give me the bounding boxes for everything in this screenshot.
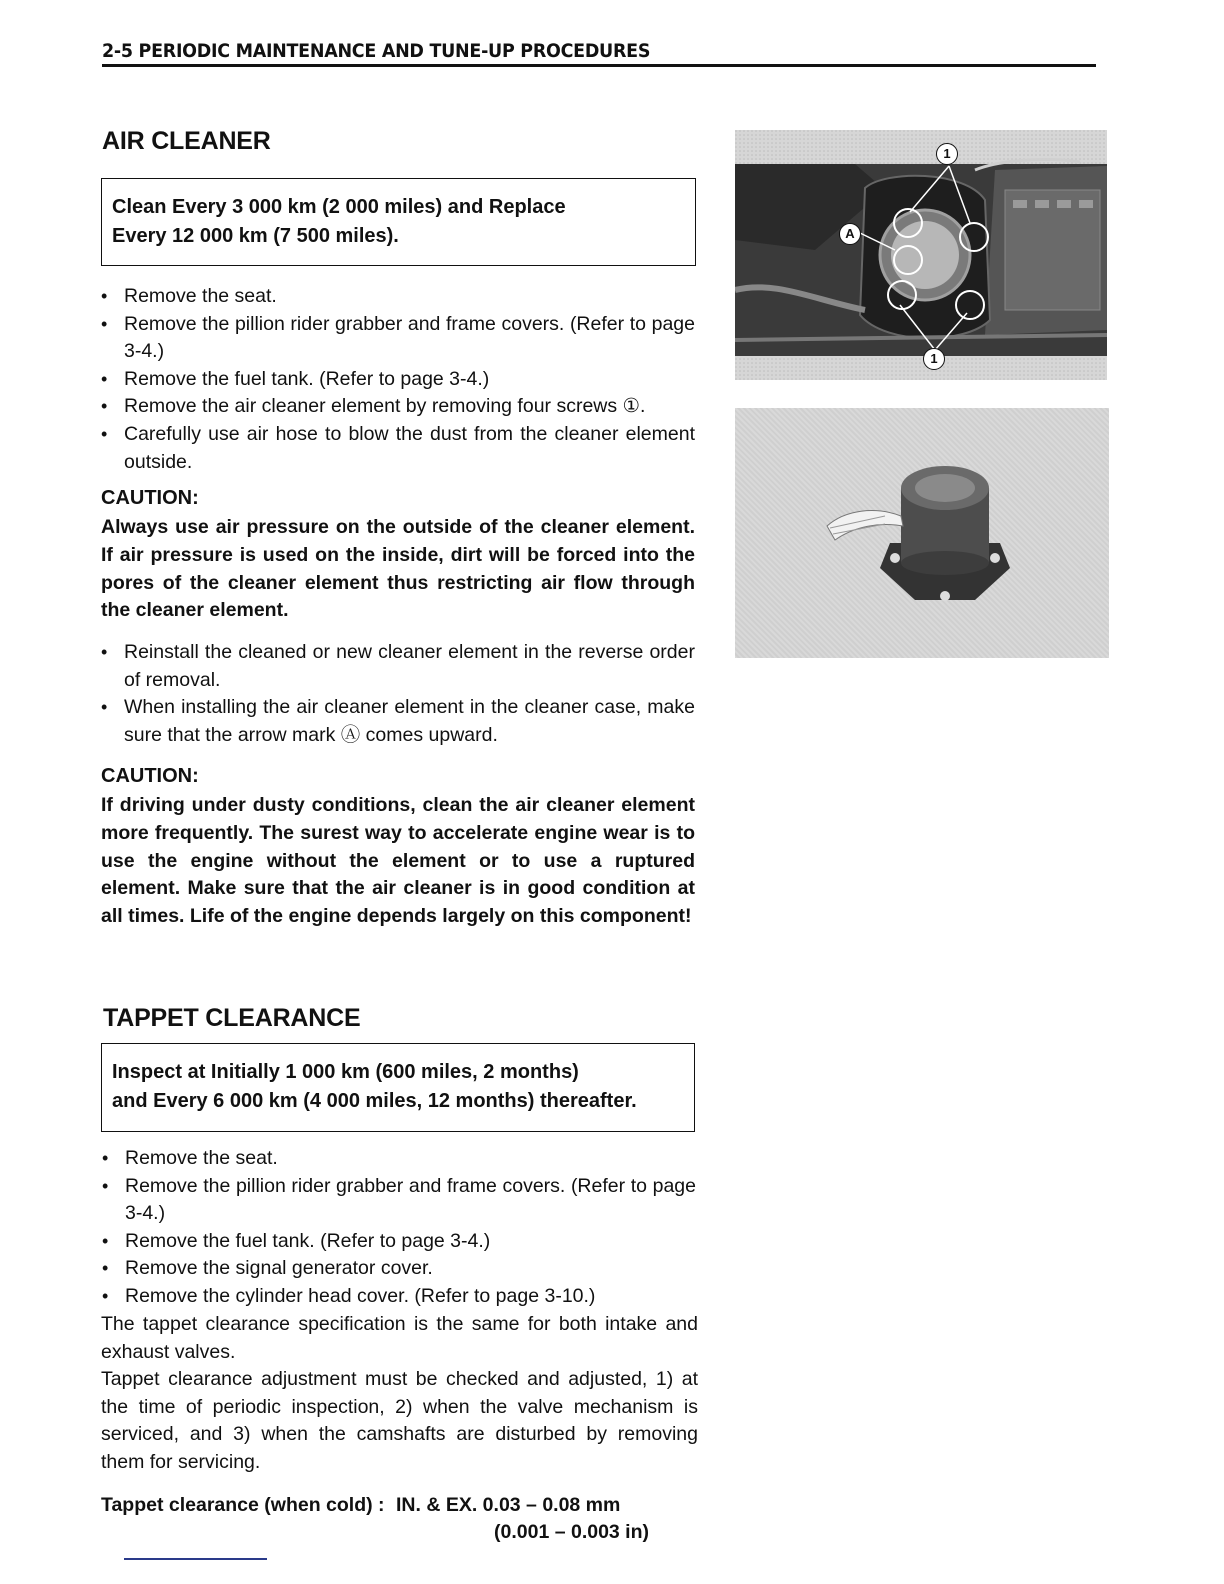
list-item: • Remove the signal generator cover. [102, 1255, 696, 1283]
tappet-interval-line2: and Every 6 000 km (4 000 miles, 12 months) thereafter. [112, 1090, 637, 1112]
air-hose-cleaning-photo [735, 408, 1109, 658]
tappet-steps [102, 1145, 696, 1311]
callout-a: A [839, 223, 861, 245]
list-item: • Reinstall the cleaned or new cleaner element in the reverse order of removal. [101, 639, 695, 694]
caution-body-1: Always use air pressure on the outside of the cleaner element. If air pressure is used on the inside, dirt will be forced into the pores of the cleaner element thus restricting air flow through the cleaner element. [101, 516, 695, 622]
footer-rule [124, 1558, 267, 1560]
tappet-interval-line1: Inspect at Initially 1 000 km (600 miles, 2 months) [112, 1061, 579, 1083]
air-cleaner-interval-line1: Clean Every 3 000 km (2 000 miles) and Replace [112, 196, 566, 218]
air-cleaner-interval-box [101, 178, 696, 266]
air-cleaner-interval-line2: Every 12 000 km (7 500 miles). [112, 225, 399, 247]
list-item: • When installing the air cleaner element in the cleaner case, make sure that the arrow mark Ⓐ comes upward. [101, 694, 695, 749]
caution-title-1: CAUTION: [101, 487, 199, 509]
caution-body-2: If driving under dusty conditions, clean the air cleaner element more frequently. The surest way to accelerate engine wear is to use the engine without the element or to use a ruptured element. Make sure that the air cleaner is in good condition at all times. Life of the engine depends largely on this component! [101, 794, 695, 928]
tappet-spec-value-mm: IN. & EX. 0.03 – 0.08 mm [396, 1494, 621, 1516]
air-cleaner-case-photo [735, 130, 1107, 380]
air-cleaner-element-illustration [735, 408, 1109, 658]
caution-title-2: CAUTION: [101, 765, 199, 787]
list-item: • Remove the seat. [102, 1145, 696, 1173]
list-item: • Remove the fuel tank. (Refer to page 3-4.) [102, 1228, 696, 1256]
tappet-clearance-title: TAPPET CLEARANCE [103, 1004, 361, 1032]
callout-1-top: 1 [936, 143, 958, 165]
list-item: • Remove the seat. [101, 283, 695, 311]
list-item: • Remove the fuel tank. (Refer to page 3-4.) [101, 366, 695, 394]
list-item: • Carefully use air hose to blow the dust from the cleaner element outside. [101, 421, 695, 476]
tappet-paragraph-2: Tappet clearance adjustment must be checked and adjusted, 1) at the time of periodic inspection, 2) when the valve mechanism is serviced, and 3) when the camshafts are disturbed by removing them for servicing. [101, 1368, 698, 1473]
header-rule [102, 64, 1096, 67]
list-item: • Remove the cylinder head cover. (Refer to page 3-10.) [102, 1283, 696, 1311]
list-item: • Remove the pillion rider grabber and frame covers. (Refer to page 3-4.) [102, 1173, 696, 1228]
callout-leader-lines [735, 130, 1107, 380]
air-cleaner-title: AIR CLEANER [102, 127, 271, 155]
tappet-paragraph-1: The tappet clearance specification is the same for both intake and exhaust valves. [101, 1313, 698, 1363]
list-item: • Remove the air cleaner element by removing four screws ①. [101, 393, 695, 421]
callout-1-bottom: 1 [923, 348, 945, 370]
tappet-interval-box [101, 1043, 695, 1132]
list-item: • Remove the pillion rider grabber and frame covers. (Refer to page 3-4.) [101, 311, 695, 366]
air-cleaner-steps-2 [101, 639, 695, 749]
air-cleaner-steps [101, 283, 695, 476]
running-head: 2-5 PERIODIC MAINTENANCE AND TUNE-UP PROCEDURES [102, 40, 651, 62]
tappet-spec-value-in: (0.001 – 0.003 in) [494, 1521, 650, 1543]
tappet-spec-label: Tappet clearance (when cold) : [101, 1494, 385, 1516]
